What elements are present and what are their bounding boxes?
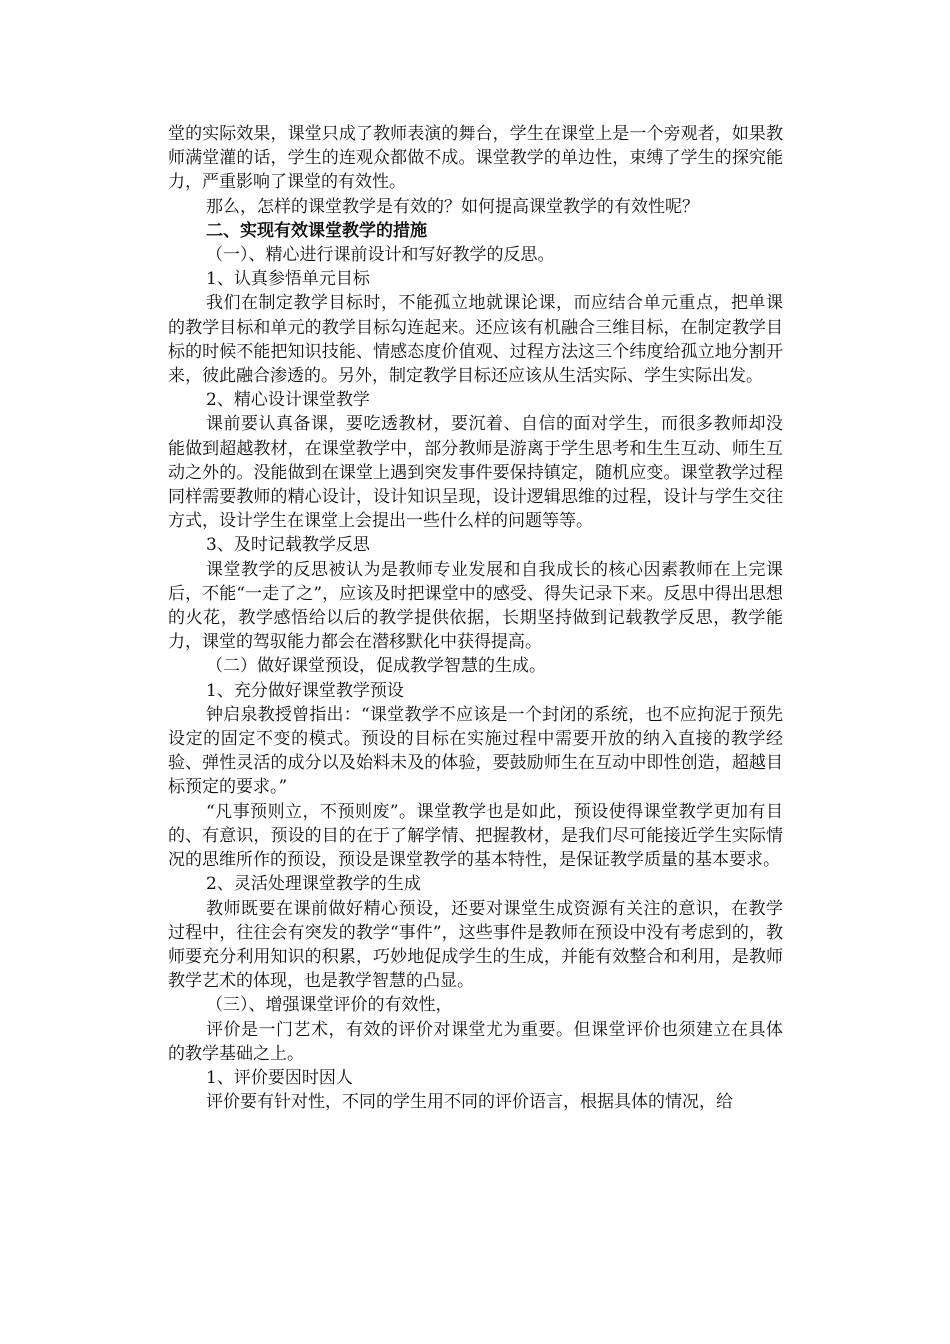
paragraph-question: 那么，怎样的课堂教学是有效的？如何提高课堂教学的有效性呢？ [206, 196, 699, 217]
paragraph-evaluation-detail: 评价要有针对性，不同的学生用不同的评价语言，根据具体的情况，给 [206, 1092, 733, 1113]
paragraph-reflection: 课堂教学的反思被认为是教师专业发展和自我成长的核心因素教师在上完课后，不能“一走了之”，应该及时把课堂中的感受、得失记录下来。反思中得出思想的火花，教学感悟给以后的教学提供依据，长期坚持做到记载教学反思，教学能力，课堂的驾驭能力都会在潜移默化中获得提高。 [168, 559, 783, 653]
subsection-heading-2: （二）做好课堂预设，促成教学智慧的生成。 [206, 656, 546, 677]
subsection-heading-1: （一）、精心进行课前设计和写好教学的反思。 [206, 245, 555, 266]
item-heading-reflection: 3、及时记载教学反思 [206, 535, 370, 556]
section-heading-measures: 二、实现有效课堂教学的措施 [206, 220, 427, 241]
paragraph-evaluation: 评价是一门艺术，有效的评价对课堂尤为重要。但课堂评价也须建立在具体的教学基础之上。 [168, 1019, 783, 1064]
item-heading-unit-goals: 1、认真参悟单元目标 [206, 269, 370, 290]
paragraph-continuation: 堂的实际效果，课堂只成了教师表演的舞台，学生在课堂上是一个旁观者，如果教师满堂灌的话，学生的连观众都做不成。课堂教学的单边性，束缚了学生的探究能力，严重影响了课堂的有效性。 [168, 124, 783, 193]
item-heading-design: 2、精心设计课堂教学 [206, 390, 370, 411]
paragraph-generation: 教师既要在课前做好精心预设，还要对课堂生成资源有关注的意识，在教学过程中，往往会有突发的教学“事件”，这些事件是教师在预设中没有考虑到的，教师要充分利用知识的积累，巧妙地促成学生的生成，并能有效整合和利用，是教师教学艺术的体现，也是教学智慧的凸显。 [168, 898, 783, 992]
document-page [168, 122, 783, 1114]
item-heading-generation: 2、灵活处理课堂教学的生成 [206, 874, 421, 895]
subsection-heading-3: （三）、增强课堂评价的有效性， [206, 995, 453, 1016]
item-heading-evaluation: 1、评价要因时因人 [206, 1067, 353, 1088]
paragraph-quote: 钟启泉教授曾指出：“课堂教学不应该是一个封闭的系统，也不应拘泥于预先设定的固定不变的模式。预设的目标在实施过程中需要开放的纳入直接的教学经验、弹性灵活的成分以及始料未及的体验，要鼓励师生在互动中即性创造，超越目标预定的要求。” [168, 704, 783, 798]
paragraph-design: 课前要认真备课，要吃透教材，要沉着、自信的面对学生，而很多教师却没能做到超越教材，在课堂教学中，部分教师是游离于学生思考和生生互动、师生互动之外的。没能做到在课堂上遇到突发事件要保持镇定，随机应变。课堂教学过程同样需要教师的精心设计，设计知识呈现，设计逻辑思维的过程，设计与学生交往方式，设计学生在课堂上会提出一些什么样的问题等等。 [168, 414, 783, 532]
paragraph-preset: “凡事预则立，不预则废”。课堂教学也是如此，预设使得课堂教学更加有目的、有意识，预设的目的在于了解学情、把握教材，是我们尽可能接近学生实际情况的思维所作的预设，预设是课堂教学的基本特性，是保证教学质量的基本要求。 [168, 801, 783, 871]
paragraph-unit-goals: 我们在制定教学目标时，不能孤立地就课论课，而应结合单元重点，把单课的教学目标和单元的教学目标勾连起来。还应该有机融合三维目标，在制定教学目标的时候不能把知识技能、情感态度价值观、过程方法这三个纬度给孤立地分割开来，彼此融合渗透的。另外，制定教学目标还应该从生活实际、学生实际出发。 [168, 293, 783, 387]
item-heading-preset: 1、充分做好课堂教学预设 [206, 680, 404, 701]
